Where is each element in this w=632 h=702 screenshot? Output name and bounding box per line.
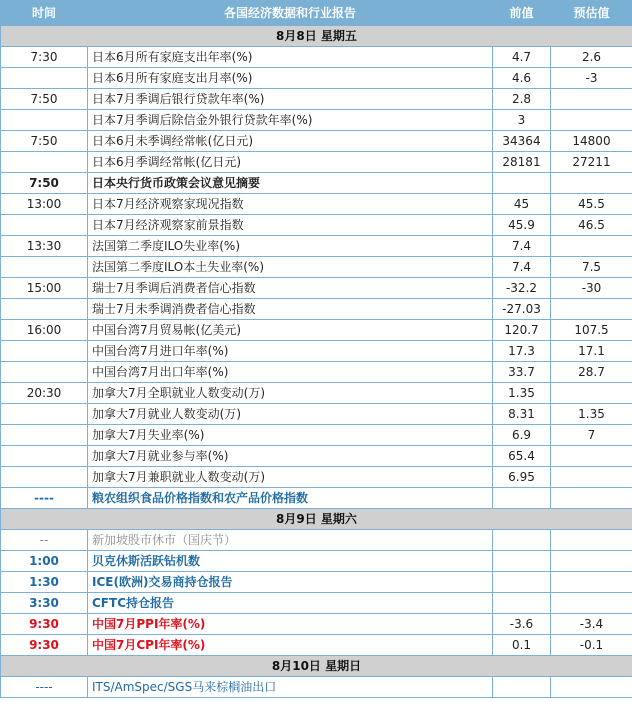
event-time (1, 215, 88, 236)
table-row (1, 530, 632, 551)
forecast-value (551, 446, 632, 467)
forecast-value: 107.5 (551, 320, 632, 341)
event-time (1, 425, 88, 446)
previous-value: 7.4 (493, 257, 551, 278)
forecast-value: -30 (551, 278, 632, 299)
forecast-value: -0.1 (551, 635, 632, 656)
table-row (1, 257, 632, 278)
forecast-value: 1.35 (551, 404, 632, 425)
forecast-value: 28.7 (551, 362, 632, 383)
header-fcst: 预估值 (551, 1, 632, 26)
previous-value (493, 677, 551, 698)
forecast-value (551, 173, 632, 194)
forecast-value (551, 488, 632, 509)
event-name: 粮农组织食品价格指数和农产品价格指数 (88, 488, 493, 509)
previous-value (493, 551, 551, 572)
event-name: 瑞士7月未季调消费者信心指数 (88, 299, 493, 320)
forecast-value (551, 593, 632, 614)
event-name: 法国第二季度ILO失业率(%) (88, 236, 493, 257)
event-name: 加拿大7月失业率(%) (88, 425, 493, 446)
forecast-value (551, 467, 632, 488)
event-name: 中国台湾7月进口年率(%) (88, 341, 493, 362)
forecast-value: 7 (551, 425, 632, 446)
event-name: 日本6月所有家庭支出年率(%) (88, 47, 493, 68)
event-name: 日本7月季调后银行贷款年率(%) (88, 89, 493, 110)
event-name: 日本6月未季调经常帐(亿日元) (88, 131, 493, 152)
forecast-value (551, 89, 632, 110)
event-name: 日本7月经济观察家现况指数 (88, 194, 493, 215)
forecast-value (551, 110, 632, 131)
event-name: 日本6月所有家庭支出月率(%) (88, 68, 493, 89)
forecast-value: 45.5 (551, 194, 632, 215)
previous-value: 34364 (493, 131, 551, 152)
forecast-value (551, 530, 632, 551)
event-name: 中国7月CPI年率(%) (88, 635, 493, 656)
previous-value: 1.35 (493, 383, 551, 404)
previous-value (493, 593, 551, 614)
table-row (1, 488, 632, 509)
table-row (1, 551, 632, 572)
date-row (1, 509, 632, 530)
event-time: 15:00 (1, 278, 88, 299)
table-row (1, 446, 632, 467)
previous-value: 2.8 (493, 89, 551, 110)
event-time (1, 467, 88, 488)
table-row (1, 236, 632, 257)
event-time (1, 257, 88, 278)
event-time: 9:30 (1, 614, 88, 635)
event-name: 日本央行货币政策会议意见摘要 (88, 173, 493, 194)
event-time: 7:50 (1, 173, 88, 194)
previous-value (493, 488, 551, 509)
table-row (1, 425, 632, 446)
event-time: 13:30 (1, 236, 88, 257)
event-time: 7:30 (1, 47, 88, 68)
forecast-value (551, 383, 632, 404)
forecast-value: 46.5 (551, 215, 632, 236)
event-name: 中国7月PPI年率(%) (88, 614, 493, 635)
event-name: 日本7月经济观察家前景指数 (88, 215, 493, 236)
table-row (1, 362, 632, 383)
table-row (1, 467, 632, 488)
previous-value: -32.2 (493, 278, 551, 299)
event-time: 7:50 (1, 131, 88, 152)
event-name: ITS/AmSpec/SGS马来棕榈油出口 (88, 677, 493, 698)
event-time: 3:30 (1, 593, 88, 614)
table-row (1, 635, 632, 656)
forecast-value: -3.4 (551, 614, 632, 635)
previous-value: 28181 (493, 152, 551, 173)
forecast-value: 14800 (551, 131, 632, 152)
event-name: 加拿大7月就业参与率(%) (88, 446, 493, 467)
previous-value: 4.6 (493, 68, 551, 89)
header-name: 各国经济数据和行业报告 (88, 1, 493, 26)
previous-value (493, 572, 551, 593)
previous-value (493, 173, 551, 194)
event-time: -- (1, 530, 88, 551)
date-label: 8月10日 星期日 (1, 656, 632, 677)
header-prev: 前值 (493, 1, 551, 26)
header-row (1, 1, 632, 26)
event-time (1, 446, 88, 467)
forecast-value: 7.5 (551, 257, 632, 278)
table-row (1, 131, 632, 152)
event-name: 日本7月季调后除信金外银行贷款年率(%) (88, 110, 493, 131)
event-time: 16:00 (1, 320, 88, 341)
event-name: 中国台湾7月贸易帐(亿美元) (88, 320, 493, 341)
event-name: CFTC持仓报告 (88, 593, 493, 614)
table-body (1, 26, 632, 698)
table-row (1, 299, 632, 320)
event-time: 13:00 (1, 194, 88, 215)
previous-value: 65.4 (493, 446, 551, 467)
previous-value: 0.1 (493, 635, 551, 656)
event-time (1, 362, 88, 383)
previous-value: 6.95 (493, 467, 551, 488)
event-name: 贝克休斯活跃钻机数 (88, 551, 493, 572)
table-row (1, 110, 632, 131)
previous-value: 45 (493, 194, 551, 215)
table-row (1, 404, 632, 425)
forecast-value: -3 (551, 68, 632, 89)
forecast-value (551, 299, 632, 320)
table-row (1, 278, 632, 299)
event-name: 瑞士7月季调后消费者信心指数 (88, 278, 493, 299)
table-row (1, 173, 632, 194)
event-name: 加拿大7月就业人数变动(万) (88, 404, 493, 425)
previous-value: 6.9 (493, 425, 551, 446)
event-name: 加拿大7月兼职就业人数变动(万) (88, 467, 493, 488)
event-name: ICE(欧洲)交易商持仓报告 (88, 572, 493, 593)
event-time (1, 68, 88, 89)
date-label: 8月9日 星期六 (1, 509, 632, 530)
previous-value: 17.3 (493, 341, 551, 362)
table-row (1, 593, 632, 614)
forecast-value (551, 572, 632, 593)
table-row (1, 68, 632, 89)
previous-value: 8.31 (493, 404, 551, 425)
table-row (1, 194, 632, 215)
previous-value: 3 (493, 110, 551, 131)
previous-value: 4.7 (493, 47, 551, 68)
event-time (1, 341, 88, 362)
forecast-value: 27211 (551, 152, 632, 173)
previous-value: 45.9 (493, 215, 551, 236)
event-name: 新加坡股市休市（国庆节） (88, 530, 493, 551)
table-row (1, 614, 632, 635)
event-name: 日本6月季调经常帐(亿日元) (88, 152, 493, 173)
event-time (1, 152, 88, 173)
previous-value: 7.4 (493, 236, 551, 257)
forecast-value (551, 551, 632, 572)
table-row (1, 677, 632, 698)
table-row (1, 341, 632, 362)
previous-value (493, 530, 551, 551)
table-row (1, 215, 632, 236)
event-time: 1:30 (1, 572, 88, 593)
event-time (1, 299, 88, 320)
header-time: 时间 (1, 1, 88, 26)
forecast-value: 17.1 (551, 341, 632, 362)
event-time (1, 110, 88, 131)
forecast-value (551, 236, 632, 257)
event-time: ---- (1, 677, 88, 698)
previous-value: -27.03 (493, 299, 551, 320)
date-label: 8月8日 星期五 (1, 26, 632, 47)
table-row (1, 383, 632, 404)
table-row (1, 320, 632, 341)
event-time: 20:30 (1, 383, 88, 404)
table-row (1, 572, 632, 593)
event-time (1, 404, 88, 425)
previous-value: -3.6 (493, 614, 551, 635)
event-time: 1:00 (1, 551, 88, 572)
event-time: 9:30 (1, 635, 88, 656)
forecast-value: 2.6 (551, 47, 632, 68)
event-time: 7:50 (1, 89, 88, 110)
event-name: 加拿大7月全职就业人数变动(万) (88, 383, 493, 404)
event-time: ---- (1, 488, 88, 509)
event-name: 法国第二季度ILO本土失业率(%) (88, 257, 493, 278)
event-name: 中国台湾7月出口年率(%) (88, 362, 493, 383)
date-row (1, 26, 632, 47)
previous-value: 33.7 (493, 362, 551, 383)
date-row (1, 656, 632, 677)
table-row (1, 47, 632, 68)
previous-value: 120.7 (493, 320, 551, 341)
table-row (1, 152, 632, 173)
table-row (1, 89, 632, 110)
forecast-value (551, 677, 632, 698)
